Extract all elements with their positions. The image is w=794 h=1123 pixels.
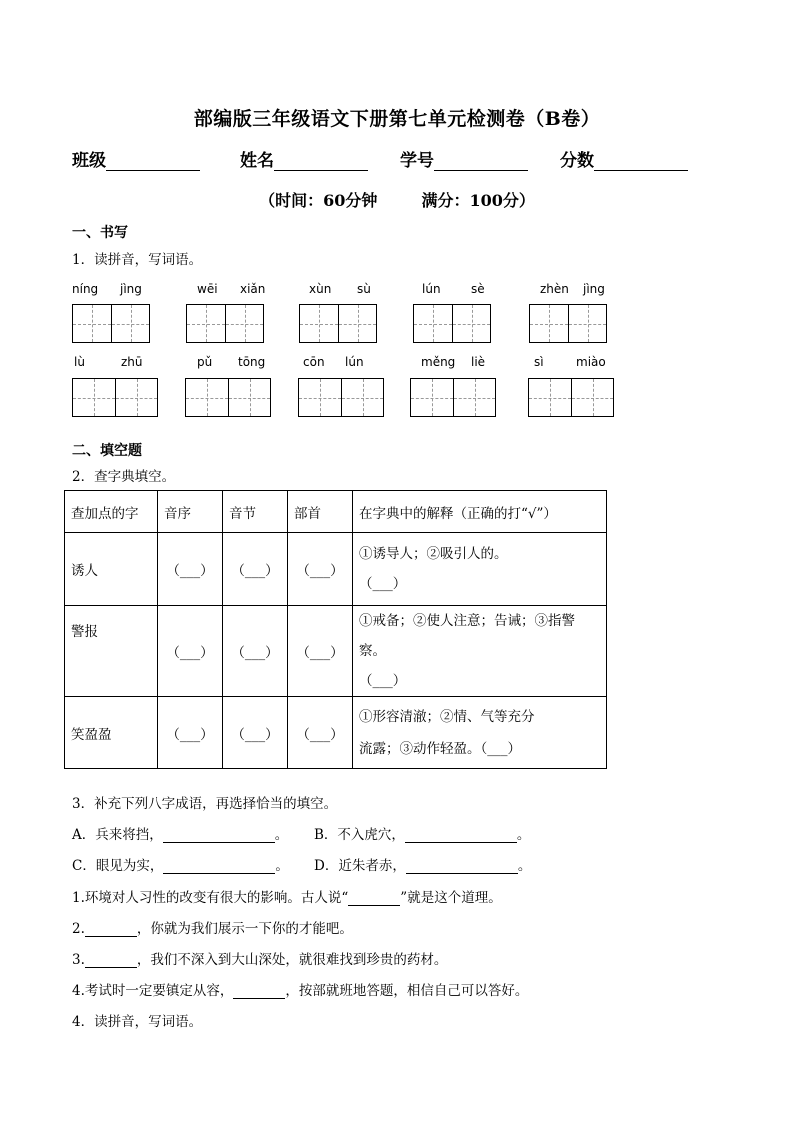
writing-cell[interactable] xyxy=(414,305,452,342)
pinyin-group: sè xyxy=(471,282,485,296)
radical-blank[interactable]: （___） xyxy=(288,697,353,769)
question-3: 3．补充下列八字成语，再选择恰当的填空。 xyxy=(72,796,338,812)
writing-box-group[interactable] xyxy=(413,304,491,343)
writing-cell[interactable] xyxy=(411,379,453,416)
score-field[interactable]: 分数 xyxy=(560,146,688,171)
sentence-blank[interactable] xyxy=(233,984,285,999)
writing-cell[interactable] xyxy=(73,305,111,342)
pinyin-group: zhū xyxy=(121,355,143,369)
pinyin-group: cōn xyxy=(303,355,325,369)
idiom-option-a[interactable]: A．兵来将挡， 。 xyxy=(72,827,289,843)
pinyin-group: tōng xyxy=(238,355,266,369)
section-writing-heading: 一、书写 xyxy=(72,225,128,241)
row-word: 诱人 xyxy=(65,533,158,606)
page-title: 部编版三年级语文下册第七单元检测卷（B卷） xyxy=(193,108,601,130)
question-4: 4．读拼音，写词语。 xyxy=(72,1014,203,1030)
table-row xyxy=(65,606,607,697)
student-id-field[interactable]: 学号 xyxy=(400,146,528,171)
idiom-option-c[interactable]: C．眼见为实， 。 xyxy=(72,858,289,874)
writing-cell[interactable] xyxy=(299,379,341,416)
sequence-blank[interactable]: （___） xyxy=(158,533,223,606)
writing-cell[interactable] xyxy=(225,305,263,342)
pinyin-group: níng xyxy=(72,282,99,296)
idiom-option-d[interactable]: D．近朱者赤， 。 xyxy=(314,858,532,874)
writing-cell[interactable] xyxy=(530,305,568,342)
explanation-cell[interactable]: ①戒备；②使人注意；告诫；③指警察。 （___） xyxy=(353,606,607,697)
question-2: 2．查字典填空。 xyxy=(72,469,176,485)
writing-box-group[interactable] xyxy=(72,304,150,343)
fill-sentence-1[interactable]: 1.环境对人习性的改变有很大的影响。古人说“ ”就是这个道理。 xyxy=(72,890,502,906)
pinyin-group: lún xyxy=(422,282,441,296)
pinyin-group: sì xyxy=(534,355,544,369)
pinyin-group: xiǎn xyxy=(240,282,266,296)
pinyin-group: wēi xyxy=(197,282,218,296)
row-word: 笑盈盈 xyxy=(65,697,158,769)
writing-cell[interactable] xyxy=(73,379,115,416)
pinyin-group: lù xyxy=(74,355,85,369)
writing-box-group[interactable] xyxy=(529,304,607,343)
sequence-blank[interactable]: （___） xyxy=(158,697,223,769)
table-header: 部首 xyxy=(288,491,353,533)
fill-sentence-4[interactable]: 4.考试时一定要镇定从容， ，按部就班地答题，相信自己可以答好。 xyxy=(72,983,529,999)
table-header: 在字典中的解释（正确的打“√”） xyxy=(353,491,607,533)
fill-sentence-3[interactable]: 3. ，我们不深入到大山深处，就很难找到珍贵的药材。 xyxy=(72,952,448,968)
pinyin-group: pǔ xyxy=(197,355,213,369)
sentence-blank[interactable] xyxy=(348,891,400,906)
writing-box-group[interactable] xyxy=(185,378,271,417)
syllable-blank[interactable]: （___） xyxy=(223,606,288,697)
writing-cell[interactable] xyxy=(115,379,157,416)
writing-cell[interactable] xyxy=(228,379,270,416)
idiom-blank[interactable] xyxy=(406,859,518,874)
table-row xyxy=(65,533,607,606)
pinyin-group: zhèn xyxy=(540,282,569,296)
sentence-blank[interactable] xyxy=(85,922,137,937)
writing-box-group[interactable] xyxy=(298,378,384,417)
explanation-cell[interactable]: ①诱导人；②吸引人的。 （___） xyxy=(353,533,607,606)
idiom-option-b[interactable]: B．不入虎穴， 。 xyxy=(314,827,531,843)
table-header: 音序 xyxy=(158,491,223,533)
radical-blank[interactable]: （___） xyxy=(288,606,353,697)
writing-cell[interactable] xyxy=(571,379,613,416)
fill-sentence-2[interactable]: 2. ，你就为我们展示一下你的才能吧。 xyxy=(72,921,353,937)
writing-cell[interactable] xyxy=(452,305,490,342)
explanation-cell[interactable]: ①形容清澈；②情、气等充分 流露；③动作轻盈。（___） xyxy=(353,697,607,769)
syllable-blank[interactable]: （___） xyxy=(223,697,288,769)
table-header: 音节 xyxy=(223,491,288,533)
time-label: （时间：60分钟 xyxy=(259,191,378,210)
writing-cell[interactable] xyxy=(338,305,376,342)
writing-cell[interactable] xyxy=(568,305,606,342)
radical-blank[interactable]: （___） xyxy=(288,533,353,606)
row-word: 警报 xyxy=(65,606,158,697)
writing-cell[interactable] xyxy=(186,379,228,416)
syllable-blank[interactable]: （___） xyxy=(223,533,288,606)
pinyin-group: jìng xyxy=(120,282,142,296)
pinyin-group: liè xyxy=(471,355,486,369)
table-row xyxy=(65,697,607,769)
writing-cell[interactable] xyxy=(341,379,383,416)
writing-box-group[interactable] xyxy=(410,378,496,417)
idiom-blank[interactable] xyxy=(405,828,517,843)
total-score: 满分：100分） xyxy=(421,191,535,210)
section-fill-heading: 二、填空题 xyxy=(72,443,142,459)
writing-cell[interactable] xyxy=(111,305,149,342)
writing-cell[interactable] xyxy=(187,305,225,342)
writing-box-group[interactable] xyxy=(528,378,614,417)
pinyin-group: xùn xyxy=(309,282,332,296)
writing-cell[interactable] xyxy=(529,379,571,416)
pinyin-group: sù xyxy=(357,282,371,296)
idiom-blank[interactable] xyxy=(163,859,275,874)
writing-box-group[interactable] xyxy=(72,378,158,417)
sequence-blank[interactable]: （___） xyxy=(158,606,223,697)
pinyin-group: jìng xyxy=(583,282,605,296)
writing-box-group[interactable] xyxy=(299,304,377,343)
dictionary-table xyxy=(64,490,607,769)
class-field[interactable]: 班级 xyxy=(72,146,200,171)
table-header-row xyxy=(65,491,607,533)
table-header: 查加点的字 xyxy=(65,491,158,533)
writing-box-group[interactable] xyxy=(186,304,264,343)
writing-cell[interactable] xyxy=(300,305,338,342)
idiom-blank[interactable] xyxy=(163,828,275,843)
sentence-blank[interactable] xyxy=(85,953,137,968)
exam-meta xyxy=(0,188,794,211)
pinyin-group: miào xyxy=(576,355,606,369)
pinyin-group: lún xyxy=(345,355,364,369)
name-field[interactable]: 姓名 xyxy=(240,146,368,171)
writing-cell[interactable] xyxy=(453,379,495,416)
pinyin-group: měng xyxy=(421,355,456,369)
question-1: 1．读拼音，写词语。 xyxy=(72,252,203,268)
